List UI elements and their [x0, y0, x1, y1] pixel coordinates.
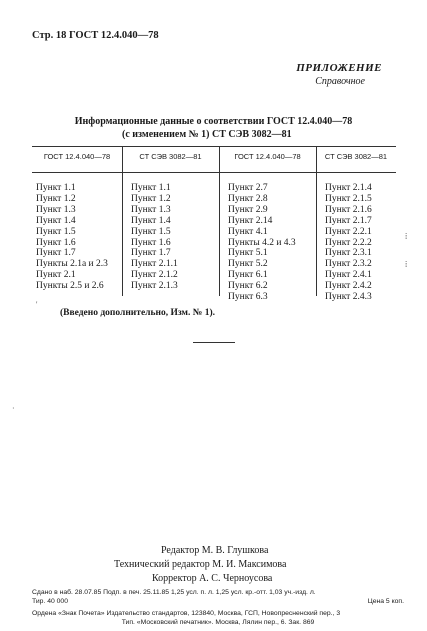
- table-header-4: СТ СЭВ 3082—81: [324, 152, 388, 161]
- table-cell: Пункт 1.6: [36, 237, 76, 248]
- imprint-print-run: Тир. 40 000: [32, 598, 68, 605]
- imprint-price: Цена 5 коп.: [367, 598, 404, 605]
- document-title-line2: (с изменением № 1) СТ СЭВ 3082—81: [122, 129, 292, 140]
- margin-mark: ': [36, 300, 38, 309]
- table-divider-1: [122, 146, 123, 296]
- editor-credit: [161, 544, 268, 558]
- table-cell: Пункт 2.4.2: [325, 281, 372, 292]
- table-column-2: [131, 183, 178, 292]
- appendix-subtitle: Справочное: [315, 76, 365, 87]
- table-cell: Пункт 4.1: [228, 226, 268, 237]
- appendix-title: ПРИЛОЖЕНИЕ: [296, 62, 382, 74]
- table-cell: Пункт 1.4: [131, 215, 171, 226]
- table-cell: Пункт 1.1: [131, 183, 171, 193]
- table-cell: Пункты 2.1а и 2.3: [36, 259, 108, 270]
- table-cell: Пункт 2.1.6: [325, 204, 372, 215]
- table-header-2: СТ СЭВ 3082—81: [139, 152, 202, 161]
- table-cell: Пункт 1.3: [131, 204, 171, 215]
- table-cell: Пункт 2.7: [228, 183, 268, 193]
- table-cell: Пункт 2.1.2: [131, 270, 178, 281]
- table-cell: Пункт 2.3.1: [325, 248, 372, 259]
- table-column-4: [325, 183, 372, 303]
- table-cell: Пункт 2.4.3: [325, 292, 372, 303]
- table-cell: Пункт 2.1.5: [325, 193, 372, 204]
- tech-editor-line: Технический редактор М. И. Максимова: [114, 559, 287, 570]
- table-cell: Пункт 2.2.1: [325, 226, 372, 237]
- table-cell: Пункт 1.7: [36, 248, 76, 259]
- table-cell: Пункт 2.1: [36, 270, 76, 281]
- margin-mark: ⁞: [405, 232, 408, 241]
- table-cell: Пункт 1.2: [36, 193, 76, 204]
- table-cell: Пункт 5.2: [228, 259, 268, 270]
- table-column-3: [228, 183, 296, 303]
- imprint-dates: Сдано в наб. 28.07.85 Подп. в печ. 25.11.85 1,25 усл. п. л. 1,25 усл. кр.-отт. 1,03 уч.-изд. л.: [32, 589, 316, 596]
- tech-editor-credit: [114, 558, 286, 572]
- table-cell: Пункт 2.2.2: [325, 237, 372, 248]
- editor-line: Редактор М. В. Глушкова: [161, 545, 269, 556]
- imprint-block: [32, 588, 404, 627]
- table-header-rule: [32, 172, 396, 173]
- table-cell: Пункт 2.4.1: [325, 270, 372, 281]
- margin-mark: ⁞: [405, 260, 408, 269]
- table-cell: Пункт 1.2: [131, 193, 171, 204]
- table-cell: Пункт 1.1: [36, 183, 76, 193]
- table-divider-2: [219, 146, 220, 296]
- table-cell: Пункт 2.9: [228, 204, 268, 215]
- table-cell: Пункт 2.3.2: [325, 259, 372, 270]
- imprint-line-4: [32, 618, 404, 627]
- table-cell: Пункт 6.1: [228, 270, 268, 281]
- table-cell: Пункт 2.1.4: [325, 183, 372, 193]
- table-column-1: [36, 183, 108, 292]
- margin-mark: ·: [12, 404, 15, 413]
- corrector-line: Корректор А. С. Черноусова: [152, 573, 273, 584]
- imprint-line-1: [32, 588, 404, 597]
- imprint-publisher: Ордена «Знак Почета» Издательство стандартов, 123840, Москва, ГСП, Новопресненский пер., 3: [32, 610, 341, 617]
- document-title-line1: Информационные данные о соответствии ГОСТ 12.4.040—78: [74, 116, 353, 127]
- table-cell: Пункт 6.3: [228, 292, 268, 303]
- correspondence-table: [32, 146, 396, 303]
- table-cell: Пункт 6.2: [228, 281, 268, 292]
- table-cell: Пункты 2.5 и 2.6: [36, 281, 104, 292]
- imprint-line-3: [32, 609, 404, 618]
- section-separator: [193, 342, 235, 343]
- table-cell: Пункт 1.5: [36, 226, 76, 237]
- table-cell: Пункт 5.1: [228, 248, 268, 259]
- page-header: Стр. 18 ГОСТ 12.4.040—78: [32, 30, 159, 41]
- table-header-3: ГОСТ 12.4.040—78: [234, 152, 301, 161]
- imprint-printer: Тип. «Московский печатник». Москва, Лялин пер., 6. Зак. 869: [121, 619, 315, 626]
- table-cell: Пункт 1.5: [131, 226, 171, 237]
- corrector-credit: [152, 572, 272, 586]
- table-cell: Пункт 2.8: [228, 193, 268, 204]
- imprint-line-2: [32, 597, 404, 606]
- table-cell: Пункт 1.6: [131, 237, 171, 248]
- table-cell: Пункт 1.3: [36, 204, 76, 215]
- table-divider-3: [316, 146, 317, 296]
- table-header-1: ГОСТ 12.4.040—78: [43, 152, 111, 161]
- table-cell: Пункт 1.7: [131, 248, 171, 259]
- table-top-rule: [32, 146, 396, 147]
- table-cell: Пункт 2.1.3: [131, 281, 178, 292]
- table-cell: Пункт 2.1.1: [131, 259, 178, 270]
- amendment-note: (Введено дополнительно, Изм. № 1).: [60, 308, 215, 318]
- table-cell: Пункт 2.1.7: [325, 215, 372, 226]
- table-cell: Пункты 4.2 и 4.3: [228, 237, 296, 248]
- table-cell: Пункт 1.4: [36, 215, 76, 226]
- table-cell: Пункт 2.14: [228, 215, 273, 226]
